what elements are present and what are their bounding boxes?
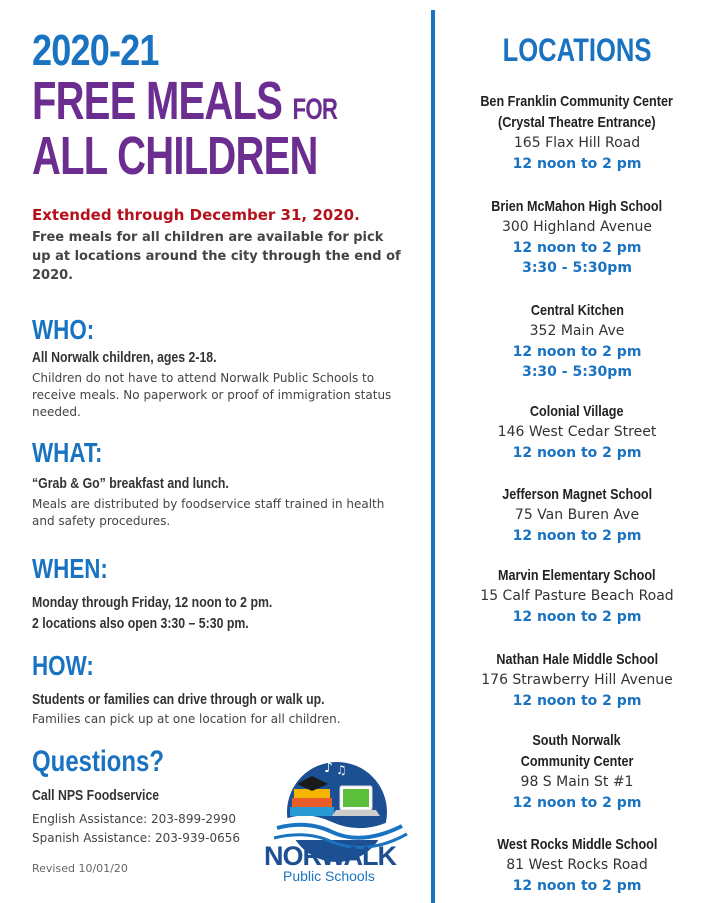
location-time: 12 noon to 2 pm <box>512 878 642 894</box>
title-free-meals-text: FREE MEALS <box>32 71 283 131</box>
location-name <box>445 649 709 670</box>
location-item <box>445 401 709 463</box>
location-address: 176 Strawberry Hill Avenue <box>481 672 673 688</box>
location-item <box>445 196 709 278</box>
location-time: 12 noon to 2 pm <box>512 344 642 360</box>
what-bold: “Grab & Go” breakfast and lunch. <box>32 475 229 492</box>
location-address: 75 Van Buren Ave <box>514 507 640 523</box>
location-item <box>445 834 709 896</box>
location-name <box>445 401 709 422</box>
location-name-2-text: (Crystal Theatre Entrance) <box>498 114 656 131</box>
location-item <box>445 300 709 382</box>
what-text: Meals are distributed by foodservice staff trained in health and safety procedures. <box>32 497 385 528</box>
location-time: 12 noon to 2 pm <box>512 693 642 709</box>
svg-text:♫: ♫ <box>336 763 347 777</box>
location-address: 300 Highland Avenue <box>501 219 653 235</box>
location-name <box>445 196 709 217</box>
location-name <box>445 484 709 505</box>
location-name <box>445 565 709 586</box>
svg-text:♪: ♪ <box>324 760 333 776</box>
location-name-text: Marvin Elementary School <box>498 567 656 584</box>
location-item <box>445 484 709 546</box>
location-name-2 <box>445 112 709 133</box>
location-address: 165 Flax Hill Road <box>513 135 641 151</box>
what-heading: WHAT: <box>32 437 103 468</box>
location-name-text: Colonial Village <box>530 403 624 420</box>
location-name-text: Central Kitchen <box>530 302 624 319</box>
locations-heading-wrap <box>445 32 709 69</box>
location-time-2: 3:30 - 5:30pm <box>522 364 632 380</box>
when-bold-2: 2 locations also open 3:30 – 5:30 pm. <box>32 615 249 632</box>
location-time: 12 noon to 2 pm <box>512 240 642 256</box>
how-text: Families can pick up at one location for all children. <box>32 712 341 726</box>
location-name-text: Brien McMahon High School <box>491 198 663 215</box>
title-for: FOR <box>292 93 338 126</box>
how-bold: Students or families can drive through or walk up. <box>32 691 325 708</box>
location-name-text: West Rocks Middle School <box>496 836 658 853</box>
location-name-text: Nathan Hale Middle School <box>496 651 658 668</box>
location-address: 81 West Rocks Road <box>506 857 648 873</box>
location-name-2-text: Community Center <box>520 753 634 770</box>
location-item <box>445 730 709 813</box>
location-time: 12 noon to 2 pm <box>512 445 642 461</box>
location-name-text: Jefferson Magnet School <box>502 486 652 503</box>
questions-call: Call NPS Foodservice <box>32 787 160 804</box>
location-name <box>445 730 709 751</box>
location-address: 15 Calf Pasture Beach Road <box>480 588 674 604</box>
location-item <box>445 565 709 627</box>
location-item <box>445 649 709 711</box>
location-time: 12 noon to 2 pm <box>512 795 642 811</box>
who-heading: WHO: <box>32 314 95 345</box>
spanish-assistance: Spanish Assistance: 203-939-0656 <box>32 831 241 845</box>
location-name-text: Ben Franklin Community Center <box>480 93 674 110</box>
location-name <box>445 91 709 112</box>
revised-date: Revised 10/01/20 <box>32 862 128 875</box>
when-heading: WHEN: <box>32 553 108 584</box>
title-free-meals <box>32 70 337 132</box>
intro-text: Free meals for all children are available for pick up at locations around the city through the end of 2020. <box>32 230 401 283</box>
location-time: 12 noon to 2 pm <box>512 528 642 544</box>
english-assistance: English Assistance: 203-899-2990 <box>32 812 236 826</box>
logo-title: NORWALK <box>264 841 396 871</box>
location-name-2 <box>445 751 709 772</box>
location-time: 12 noon to 2 pm <box>512 609 642 625</box>
logo-subtitle: Public Schools <box>283 868 375 884</box>
location-item <box>445 91 709 174</box>
column-divider <box>431 10 435 903</box>
how-heading: HOW: <box>32 650 94 681</box>
extended-notice: Extended through December 31, 2020. <box>32 206 360 224</box>
who-bold: All Norwalk children, ages 2-18. <box>32 349 217 366</box>
locations-heading: LOCATIONS <box>502 32 652 68</box>
location-name <box>445 300 709 321</box>
location-name <box>445 834 709 855</box>
location-time: 12 noon to 2 pm <box>512 156 642 172</box>
location-address: 146 West Cedar Street <box>497 424 657 440</box>
title-year: 2020-21 <box>32 26 159 75</box>
location-address: 98 S Main St #1 <box>520 774 634 790</box>
location-address: 352 Main Ave <box>529 323 625 339</box>
location-name-text: South Norwalk <box>532 732 622 749</box>
who-text: Children do not have to attend Norwalk Public Schools to receive meals. No paperwork or proof of immigration status needed. <box>32 371 392 419</box>
location-time-2: 3:30 - 5:30pm <box>522 260 632 276</box>
when-bold-1: Monday through Friday, 12 noon to 2 pm. <box>32 594 273 611</box>
questions-heading: Questions? <box>32 745 165 778</box>
title-all-children: ALL CHILDREN <box>32 126 318 186</box>
